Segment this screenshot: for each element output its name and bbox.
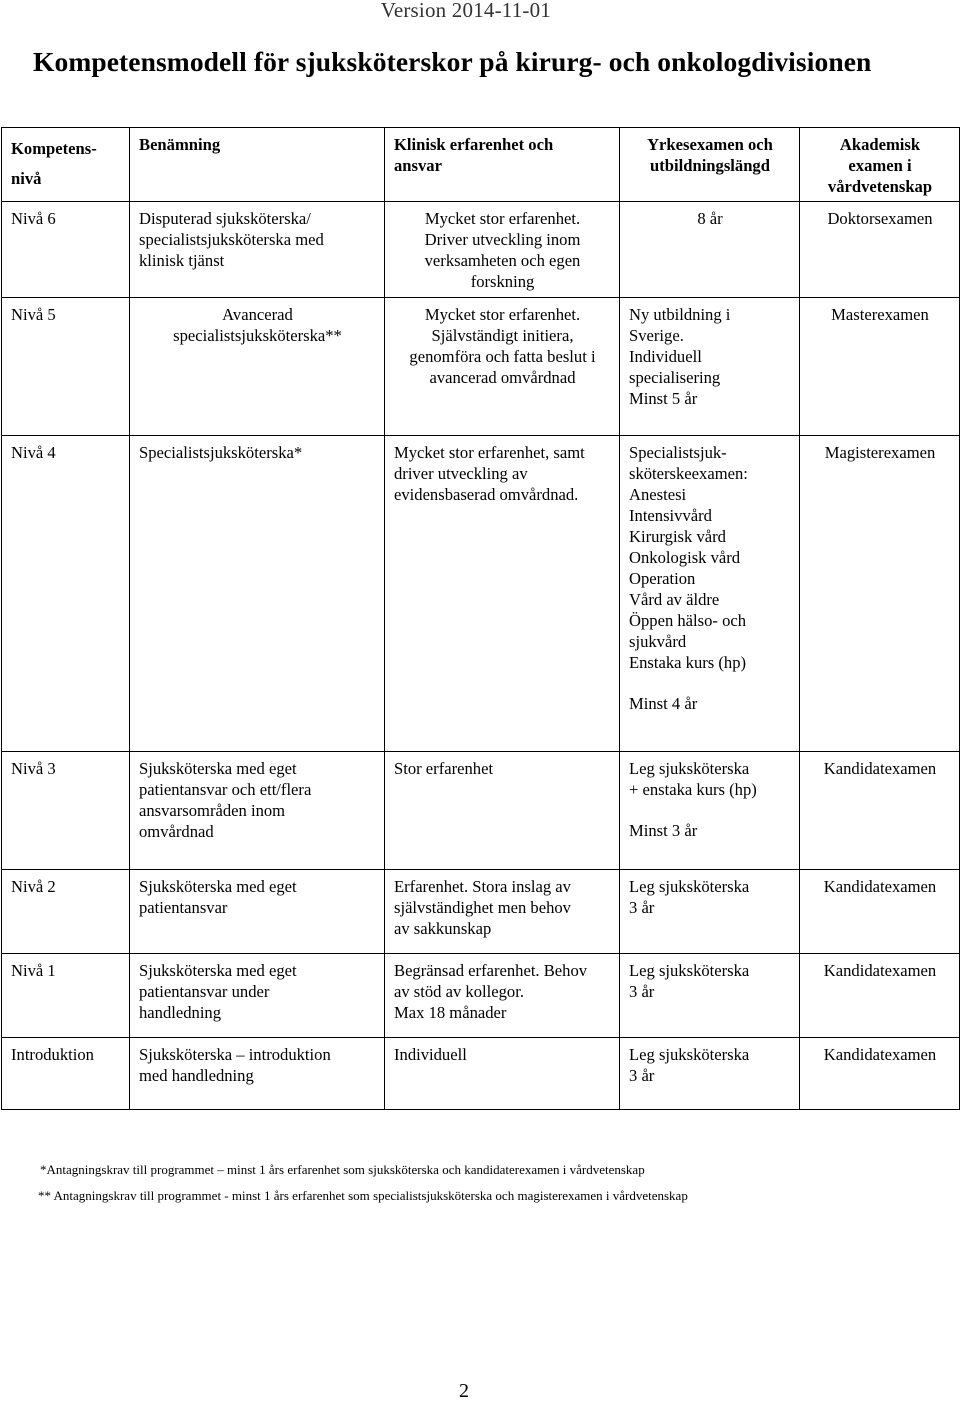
row-education bbox=[620, 436, 800, 752]
header-name: Benämning bbox=[130, 128, 385, 202]
table-row bbox=[2, 202, 960, 298]
table-header-row bbox=[2, 128, 960, 202]
header-education: Yrkesexamen och utbildningslängd bbox=[620, 128, 800, 202]
row-experience: Mycket stor erfarenhet. Driver utveckling inom verksamheten och egen forskning bbox=[385, 202, 620, 298]
row-level: Nivå 6 bbox=[2, 202, 130, 298]
row-name: Sjuksköterska med eget patientansvar under handledning bbox=[130, 954, 385, 1038]
row-academic: Kandidatexamen bbox=[800, 752, 960, 870]
education-text: Ny utbildning i Sverige. Individuell specialisering Minst 5 år bbox=[629, 305, 731, 408]
header-experience: Klinisk erfarenhet och ansvar bbox=[385, 128, 620, 202]
row-level: Nivå 5 bbox=[2, 298, 130, 436]
education-minimum: Minst 3 år bbox=[629, 821, 698, 840]
row-academic: Kandidatexamen bbox=[800, 954, 960, 1038]
row-name: Avancerad specialistsjuksköterska** bbox=[130, 298, 385, 436]
table-row bbox=[2, 1038, 960, 1110]
table-row bbox=[2, 870, 960, 954]
education-text: Leg sjuksköterska 3 år bbox=[629, 961, 750, 1001]
row-level: Nivå 2 bbox=[2, 870, 130, 954]
row-experience: Mycket stor erfarenhet. Självständigt initiera, genomföra och fatta beslut i avancerad omvårdnad bbox=[385, 298, 620, 436]
education-minimum: Minst 4 år bbox=[629, 694, 698, 713]
row-experience: Begränsad erfarenhet. Behov av stöd av kollegor. Max 18 månader bbox=[385, 954, 620, 1038]
row-education bbox=[620, 752, 800, 870]
row-experience: Mycket stor erfarenhet, samt driver utveckling av evidensbaserad omvårdnad. bbox=[385, 436, 620, 752]
row-academic: Doktorsexamen bbox=[800, 202, 960, 298]
row-name: Specialistsjuksköterska* bbox=[130, 436, 385, 752]
row-experience: Erfarenhet. Stora inslag av självständighet men behov av sakkunskap bbox=[385, 870, 620, 954]
education-text: 8 år bbox=[697, 209, 723, 228]
row-education bbox=[620, 298, 800, 436]
row-name: Sjuksköterska – introduktion med handledning bbox=[130, 1038, 385, 1110]
row-education bbox=[620, 870, 800, 954]
row-academic: Magisterexamen bbox=[800, 436, 960, 752]
row-name: Sjuksköterska med eget patientansvar bbox=[130, 870, 385, 954]
row-level: Nivå 3 bbox=[2, 752, 130, 870]
row-academic: Kandidatexamen bbox=[800, 1038, 960, 1110]
footnote-1: *Antagningskrav till programmet – minst 1 års erfarenhet som sjuksköterska och kandidaterexamen i vårdvetenskap bbox=[40, 1162, 645, 1177]
row-level: Nivå 4 bbox=[2, 436, 130, 752]
row-experience: Individuell bbox=[385, 1038, 620, 1110]
row-academic: Masterexamen bbox=[800, 298, 960, 436]
header-academic: Akademisk examen i vårdvetenskap bbox=[800, 128, 960, 202]
row-level: Introduktion bbox=[2, 1038, 130, 1110]
competence-table bbox=[1, 127, 960, 1110]
table-row bbox=[2, 298, 960, 436]
education-text: Specialistsjuk- sköterskeexamen: Anestesi Intensivvård Kirurgisk vård Onkologisk vård Operation Vård av äldre Öppen hälso- och sjukvård Enstaka kurs (hp) bbox=[629, 443, 748, 672]
table-row bbox=[2, 436, 960, 752]
table-row bbox=[2, 954, 960, 1038]
header-level: Kompetens- nivå bbox=[2, 128, 130, 202]
document-title: Kompetensmodell för sjuksköterskor på kirurg- och onkologdivisionen bbox=[33, 46, 872, 77]
row-name: Disputerad sjuksköterska/ specialistsjuksköterska med klinisk tjänst bbox=[130, 202, 385, 298]
page-number: 2 bbox=[459, 1380, 469, 1402]
row-level: Nivå 1 bbox=[2, 954, 130, 1038]
table-row bbox=[2, 752, 960, 870]
education-text: Leg sjuksköterska + enstaka kurs (hp) bbox=[629, 759, 757, 799]
version-label: Version 2014-11-01 bbox=[380, 0, 551, 22]
education-text: Leg sjuksköterska 3 år bbox=[629, 1045, 750, 1085]
row-name: Sjuksköterska med eget patientansvar och ett/flera ansvarsområden inom omvårdnad bbox=[130, 752, 385, 870]
row-academic: Kandidatexamen bbox=[800, 870, 960, 954]
education-text: Leg sjuksköterska 3 år bbox=[629, 877, 750, 917]
row-education bbox=[620, 202, 800, 298]
footnotes bbox=[40, 1157, 688, 1209]
row-education bbox=[620, 1038, 800, 1110]
row-experience: Stor erfarenhet bbox=[385, 752, 620, 870]
footnote-2: ** Antagningskrav till programmet - minst 1 års erfarenhet som specialistsjuksköterska och magisterexamen i vårdvetenskap bbox=[38, 1188, 688, 1203]
row-education bbox=[620, 954, 800, 1038]
